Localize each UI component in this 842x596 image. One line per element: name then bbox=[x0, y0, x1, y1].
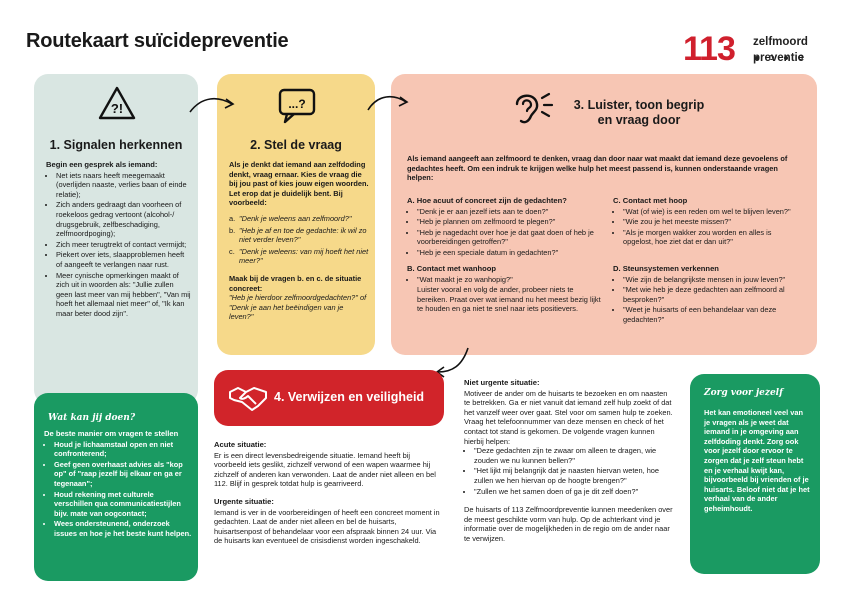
step2-heading: 2. Stel de vraag bbox=[250, 138, 342, 152]
list-item: • Zich anders gedraagt dan voorheen of roekeloos gedrag vertoont (alcohol-/ drugsgebruik, zelfbeschadiging, zelfmoordpoging); bbox=[56, 200, 192, 238]
step1-card bbox=[34, 74, 198, 404]
item-letter: c. bbox=[229, 246, 235, 256]
page-title: Routekaart suïcidepreventie bbox=[26, 30, 289, 52]
list-item: • "Weet je huisarts of een behandelaar van deze gedachten?" bbox=[623, 305, 803, 324]
list-item: • "Heb je plannen om zelfmoord te plegen?" bbox=[417, 217, 605, 227]
arrow-step1-to-step2 bbox=[188, 92, 238, 116]
step4-closing: De huisarts of 113 Zelfmoordpreventie kunnen meedenken over de meest geschikte vorm van hulp. Op de achterkant vind je informatie over de mogelijkheden in de regio om de ander naar te verwijzen. bbox=[464, 505, 673, 543]
handshake-icon bbox=[228, 384, 268, 412]
acute-text: Er is een direct levensbedreigende situatie. Iemand heeft bij voorbeeld iets geslikt, zichzelf verwond of een wapen waarmee hij zichzelf of anderen kan verwonden. Laat de ander niet alleen en bel 112. Blijf in gesprek totdat hulp is gearriveerd. bbox=[214, 450, 436, 489]
list-item: • "Zullen we het samen doen of ga je dit zelf doen?" bbox=[474, 487, 674, 497]
logo bbox=[683, 30, 823, 70]
help-card bbox=[34, 393, 198, 581]
list-item: • "Wie zou je het meeste missen?" bbox=[623, 217, 803, 227]
nonurgent-text: Motiveer de ander om de huisarts te bezoeken en om naasten te betrekken. Ga er niet vanuit dat iemand zelf hulp zoekt of dat het vanzelf weer over gaat. Stel voor om samen hulp te zoeken. Vraag het telefoonnummer van deze mensen en check of het contact tot stand is gekomen. De volgende vragen kunnen hierbij helpen: bbox=[464, 388, 673, 446]
item-letter: b. bbox=[229, 225, 236, 235]
step4-card bbox=[214, 370, 444, 426]
step3-heading-line1: 3. Luister, toon begrip bbox=[573, 98, 705, 112]
urgent-title: Urgente situatie: bbox=[214, 496, 274, 506]
nonurgent-title: Niet urgente situatie: bbox=[464, 378, 540, 387]
help-intro: De beste manier om vragen te stellen bbox=[44, 429, 179, 438]
step4-heading: 4. Verwijzen en veiligheid bbox=[274, 390, 425, 404]
step3-card bbox=[391, 74, 817, 355]
step1-heading: 1. Signalen herkennen bbox=[49, 138, 183, 152]
selfcare-title: Zorg voor jezelf bbox=[704, 388, 783, 398]
step3-heading bbox=[559, 98, 719, 128]
acute-title: Acute situatie: bbox=[214, 440, 267, 449]
ear-icon bbox=[509, 88, 555, 128]
list-item: • Net iets naars heeft meegemaakt (overlijden naaste, verlies baan of einde relatie); bbox=[56, 171, 192, 200]
section-a-title: A. Hoe acuut of concreet zijn de gedachten? bbox=[407, 196, 567, 205]
selfcare-card bbox=[690, 374, 820, 574]
list-item: • "Wat maakt je zo wanhopig?" bbox=[417, 275, 605, 285]
question-a: "Denk je weleens aan zelfmoord?" bbox=[239, 213, 352, 223]
step2-card bbox=[217, 74, 375, 355]
list-item: • Zich meer terugtrekt of contact vermijdt; bbox=[56, 240, 192, 250]
warning-icon bbox=[98, 86, 136, 120]
step2-outro: Maak bij de vragen b. en c. de situatie concreet: bbox=[229, 273, 362, 293]
list-item: • "Denk je er aan jezelf iets aan te doen?" bbox=[417, 207, 605, 217]
list-item: • "Het lijkt mij belangrijk dat je naasten hiervan weten, hoe zullen we hen hiervan op de hoogte brengen?" bbox=[474, 466, 674, 485]
list-item: • "Heb je nagedacht over hoe je dat gaat doen of heb je voorbereidingen getroffen?" bbox=[417, 228, 605, 247]
list-item: • "Wie zijn de belangrijkste mensen in jouw leven?" bbox=[623, 275, 803, 285]
list-item: • "Deze gedachten zijn te zwaar om alleen te dragen, wie zouden we nu kunnen bellen?" bbox=[474, 446, 674, 465]
step3-heading-line2: en vraag door bbox=[597, 113, 681, 127]
logo-line2: preventie bbox=[753, 52, 805, 64]
list-item: • Geef geen overhaast advies als "kop op" of "raap jezelf bij elkaar en ga er tegenaan"; bbox=[54, 460, 192, 489]
list-item: • Houd rekening met culturele verschillen qua communicatiestijlen bijv. mate van oogcontact; bbox=[54, 490, 192, 519]
list-item: • Piekert over iets, slaapproblemen heeft of aangeeft te verlangen naar rust. bbox=[56, 250, 192, 269]
speech-bubble-icon bbox=[277, 88, 317, 124]
step1-list bbox=[46, 171, 192, 319]
question-b: "Heb je af en toe de gedachte: ik wil zo niet verder leven?" bbox=[239, 225, 367, 245]
step2-intro: Als je denkt dat iemand aan zelfdoding denkt, vraag ernaar. Kies de vraag die bij jou past of kies jouw eigen woorden. Let erop dat je duidelijk bent. Bij voorbeeld: bbox=[229, 160, 369, 208]
list-item: • "Met wie heb je deze gedachten aan zelfmoord al besproken?" bbox=[623, 285, 803, 304]
logo-number: 113 bbox=[683, 30, 735, 68]
list-item: • "Als je morgen wakker zou worden en alles is opgelost, hoe ziet dat er dan uit?" bbox=[623, 228, 803, 247]
selfcare-text: Het kan emotioneel veel van je vragen als je weet dat iemand in je omgeving aan zelfdoding denkt. Zorg ook voor jezelf door ervoor te zorgen dat je zelf steun hebt en je verhaal kwijt kan, bijvoorbeeld bij vrienden of je huisarts. Beloof niet dat je het verhaal van de ander geheimhoudt. bbox=[704, 408, 810, 513]
svg-text:...?: ...? bbox=[288, 97, 306, 111]
step2-outro-quote: "Heb je hierdoor zelfmoordgedachten?" of "Denk je aan het beëindigen van je leven?" bbox=[229, 293, 367, 322]
list-item: • Wees ondersteunend, onderzoek issues en hoe je het beste kunt helpen. bbox=[54, 519, 192, 538]
help-title: Wat kan jij doen? bbox=[48, 413, 136, 423]
svg-text:?!: ?! bbox=[110, 101, 124, 116]
section-c-title: C. Contact met hoop bbox=[613, 196, 688, 205]
section-b-title: B. Contact met wanhoop bbox=[407, 264, 497, 273]
section-b-text: Luister vooral en volg de ander, probeer niets te bereiken. Praat over wat iemand nu het meest bezig lijkt te houden en ga niet te snel naar iets positievers. bbox=[417, 285, 601, 314]
step1-intro: Begin een gesprek als iemand: bbox=[46, 160, 158, 169]
item-letter: a. bbox=[229, 213, 236, 223]
list-item: • "Wat (of wie) is een reden om wel te blijven leven?" bbox=[623, 207, 803, 217]
section-d-title: D. Steunsystemen verkennen bbox=[613, 264, 719, 273]
logo-line1: zelfmoord bbox=[753, 36, 808, 48]
list-item: • Meer cynische opmerkingen maakt of zich uit in woorden als: "Jullie zullen geen last meer van mij hebben", "Van mij hoeft het allemaal niet meer" of, "Ik kan maar beter dood zijn". bbox=[56, 271, 192, 319]
urgent-text: Iemand is ver in de voorbereidingen of heeft een concreet moment in gedachten. Laat de ander niet alleen en bel de huisarts, huisartsenpost of behandelaar voor een afspraak binnen 24 uur. Via de huisarts kan eventueel de crisisdienst worden ingeschakeld. bbox=[214, 507, 440, 546]
step3-intro: Als iemand aangeeft aan zelfmoord te denken, vraag dan door naar wat maakt dat iemand deze gevoelens of gedachtes heeft. Om een indruk te krijgen welke hulp het meest passend is, kunnen onderstaande vragen helpen: bbox=[407, 154, 788, 183]
list-item: • "Heb je een speciale datum in gedachten?" bbox=[417, 248, 605, 258]
question-c: "Denk je weleens: van mij hoeft het niet meer?" bbox=[239, 246, 369, 266]
list-item: • Houd je lichaamstaal open en niet confronterend; bbox=[54, 440, 192, 459]
arrow-step2-to-step3 bbox=[366, 90, 412, 114]
